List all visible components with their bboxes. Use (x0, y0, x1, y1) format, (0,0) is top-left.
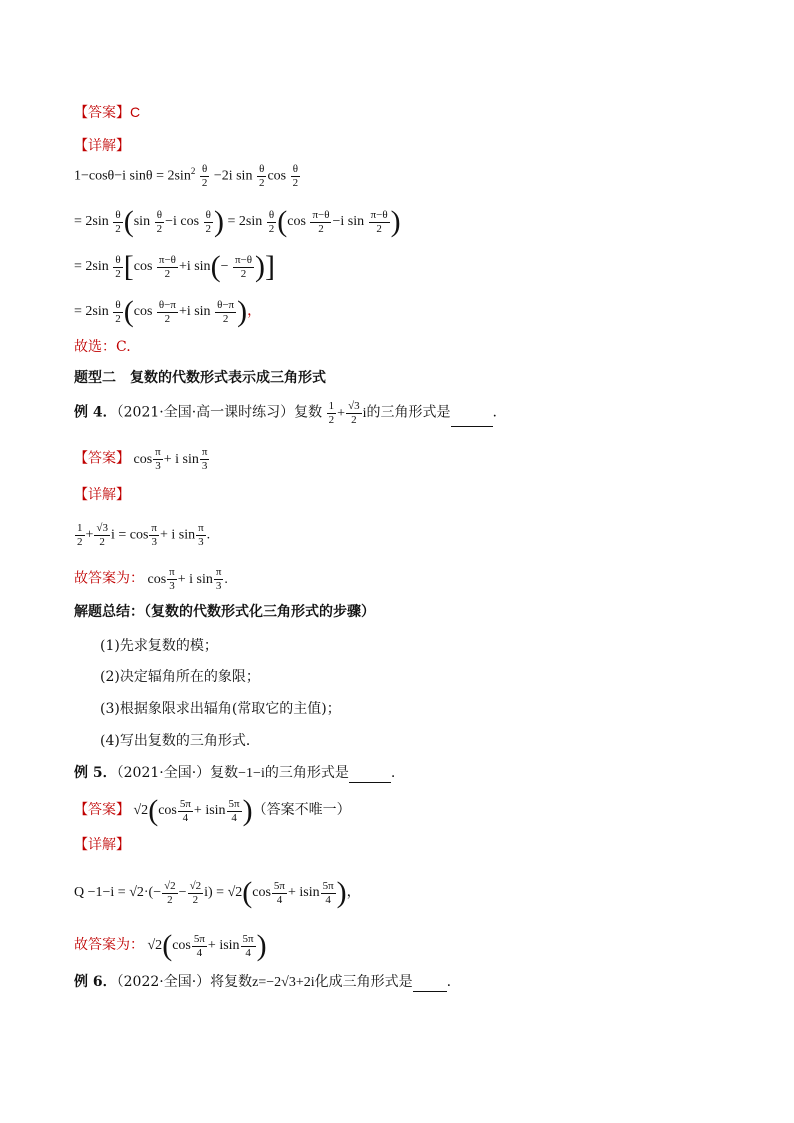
derivation-line-1 (74, 162, 301, 190)
fraction: $\frac{\theta}{2}$ (156, 208, 163, 235)
fraction: $\frac{\theta-\pi}{2}$ (158, 298, 176, 325)
section-heading: 题型二 复数的代数形式表示成三角形式 (74, 370, 326, 386)
answer-tag: 【答案】 (74, 802, 130, 819)
summary-step: (1)先求复数的模； (100, 638, 218, 654)
derivation-text: − (220, 259, 229, 275)
derivation-text: = 2sin (74, 214, 109, 230)
example-source: （2021·全国·）复数 (116, 765, 239, 781)
derivation-text: cos (133, 259, 153, 275)
example-tail: 的三角形式是 (366, 404, 451, 421)
derivation-text: cos (287, 214, 306, 230)
derivation-comma: ， (247, 304, 262, 320)
final-answer-4: 故答案为： cos $\frac{\pi}{3}$ + i sin $\frac{\pi}{3}$ . (74, 566, 228, 592)
example-label: 例 5． (74, 765, 117, 781)
fraction: $\frac{5\pi}{4}$ (322, 879, 334, 906)
fraction: $\frac{\theta}{2}$ (292, 162, 299, 189)
derivation-text: −2i sin (213, 168, 253, 184)
example-label: 例 4． (74, 404, 117, 421)
derivation-text: = 2sin (227, 214, 263, 230)
fraction: $\frac{5\pi}{4}$ (193, 932, 205, 959)
fraction: $\frac{√2}{2}$ (164, 879, 176, 906)
example-5: 例 5．（2021·全国·）复数−1−i的三角形式是 . (74, 765, 396, 781)
summary-step: (2)决定辐角所在的象限； (100, 669, 260, 685)
fraction: $\frac{5\pi}{4}$ (228, 797, 240, 824)
fraction: $\frac{\theta}{2}$ (115, 253, 121, 280)
answer-blank (413, 977, 447, 992)
final-label: 故答案为： (74, 570, 144, 587)
summary-step: (4)写出复数的三角形式． (100, 733, 260, 749)
summary-title: 解题总结：（复数的代数形式化三角形式的步骤） (74, 604, 375, 620)
choose-line: 故选：C. (74, 339, 131, 355)
derivation-text: = 2sin (74, 304, 109, 320)
derivation-text: −i cos (165, 214, 200, 230)
final-label: 故答案为： (74, 937, 144, 954)
calc-line-4: $\frac{1}{2}$ + $\frac{√3}{2}$ i = cos $\frac{\pi}{3}$ + i sin $\frac{\pi}{3}$ . (77, 522, 211, 548)
answer-blank (349, 768, 391, 783)
fraction: $\frac{\pi}{3}$ (201, 446, 208, 472)
fraction: $\frac{\pi}{3}$ (151, 522, 157, 548)
derivation-text: −i sin (332, 214, 365, 230)
example-source: （2021·全国·高一课时练习）复数 (116, 404, 323, 421)
answer-blank (451, 412, 493, 427)
fraction: $\frac{\theta}{2}$ (115, 298, 121, 325)
derivation-text: cos (133, 304, 153, 320)
example-tail: 化成三角形式是 (314, 974, 413, 990)
example-expr: z=−2√3+2i (252, 975, 315, 990)
final-answer-5: 故答案为： √2(cos $\frac{5\pi}{4}$ + isin $\frac{5\pi}{4}$ ) (74, 929, 267, 962)
detail-tag-1: 【详解】 (74, 138, 130, 154)
fraction: $\frac{\theta}{2}$ (115, 208, 121, 235)
example-tail: 的三角形式是 (264, 765, 349, 781)
example-label: 例 6． (74, 974, 117, 990)
example-source: （2022·全国·）将复数 (116, 974, 253, 990)
summary-step: (3)根据象限求出辐角(常取它的主值)； (100, 701, 341, 717)
fraction: $\frac{\pi}{3}$ (155, 446, 161, 472)
fraction: $\frac{5\pi}{4}$ (242, 932, 254, 959)
fraction: $\frac{\pi-\theta}{2}$ (312, 208, 330, 235)
fraction: $\frac{\pi}{3}$ (169, 566, 175, 592)
derivation-text: 1−cosθ−i sinθ = 2sin (74, 168, 191, 184)
answer-note: （答案不唯一） (252, 802, 351, 819)
detail-tag-4: 【详解】 (74, 487, 130, 503)
fraction: $\frac{√3}{2}$ (348, 400, 360, 426)
answer-line-5: 【答案】 √2(cos $\frac{5\pi}{4}$ + isin $\frac{5\pi}{4}$ )（答案不唯一） (74, 794, 351, 827)
example-expr: −1−i (238, 766, 265, 781)
derivation-text: +i sin (178, 259, 211, 275)
fraction: $\frac{\theta}{2}$ (201, 162, 208, 189)
answer-value: C (130, 104, 141, 120)
fraction: $\frac{1}{2}$ (328, 400, 335, 426)
fraction: $\frac{\pi-\theta}{2}$ (370, 208, 388, 235)
answer-line-1 (74, 103, 140, 122)
fraction: $\frac{\pi-\theta}{2}$ (158, 253, 176, 280)
derivation-line-4: = 2sin $\frac{\theta}{2}$ (cos $\frac{\theta-\pi}{2}$ +i sin $\frac{\theta-\pi}{2}$ )， (74, 295, 262, 328)
calc-line-5: Q −1−i = √2·(− $\frac{√2}{2}$ − $\frac{√2}{2}$ i) = √2(cos $\frac{5\pi}{4}$ + isin $\frac{5\pi}{4}$ )， (74, 876, 361, 909)
example-4: 例 4．（2021·全国·高一课时练习）复数 $\frac{1}{2}$ + $\frac{√3}{2}$ i的三角形式是 . (74, 400, 497, 426)
fraction: $\frac{\pi-\theta}{2}$ (234, 253, 252, 280)
answer-tag: 【答案】 (74, 450, 130, 467)
exponent: 2 (190, 166, 196, 176)
fraction: $\frac{\pi}{3}$ (215, 566, 222, 592)
derivation-text: = 2sin (74, 259, 109, 275)
fraction: $\frac{√2}{2}$ (189, 879, 202, 906)
fraction: $\frac{\theta}{2}$ (258, 162, 265, 189)
fraction: $\frac{\pi}{3}$ (198, 522, 204, 548)
fraction: $\frac{\theta-\pi}{2}$ (217, 298, 235, 325)
answer-tag: 【答案】 (74, 105, 130, 121)
example-6: 例 6．（2022·全国·）将复数z=−2√3+2i化成三角形式是 . (74, 974, 452, 990)
fraction: $\frac{5\pi}{4}$ (273, 879, 285, 906)
derivation-line-3: = 2sin $\frac{\theta}{2}$ [cos $\frac{\pi-\theta}{2}$ +i sin(− $\frac{\pi-\theta}{2}$ )] (74, 250, 275, 283)
fraction: $\frac{1}{2}$ (77, 522, 83, 548)
fraction: $\frac{\theta}{2}$ (268, 208, 275, 235)
derivation-text: +i sin (178, 304, 211, 320)
answer-line-4: 【答案】 cos $\frac{\pi}{3}$ + i sin $\frac{\pi}{3}$ (74, 446, 208, 472)
detail-tag-5: 【详解】 (74, 837, 130, 853)
derivation-text: cos (267, 168, 287, 184)
derivation-line-2: = 2sin $\frac{\theta}{2}$ (sin $\frac{\theta}{2}$ −i cos $\frac{\theta}{2}$ ) = 2sin $\frac{\theta}{2}$ (cos $\frac{\pi-\theta}{2}$ −i sin $\frac{\pi-\theta}{2}$ ) (74, 205, 401, 238)
fraction: $\frac{\theta}{2}$ (205, 208, 212, 235)
derivation-text: sin (133, 214, 151, 230)
fraction: $\frac{5\pi}{4}$ (179, 797, 191, 824)
fraction: $\frac{√3}{2}$ (96, 522, 108, 548)
